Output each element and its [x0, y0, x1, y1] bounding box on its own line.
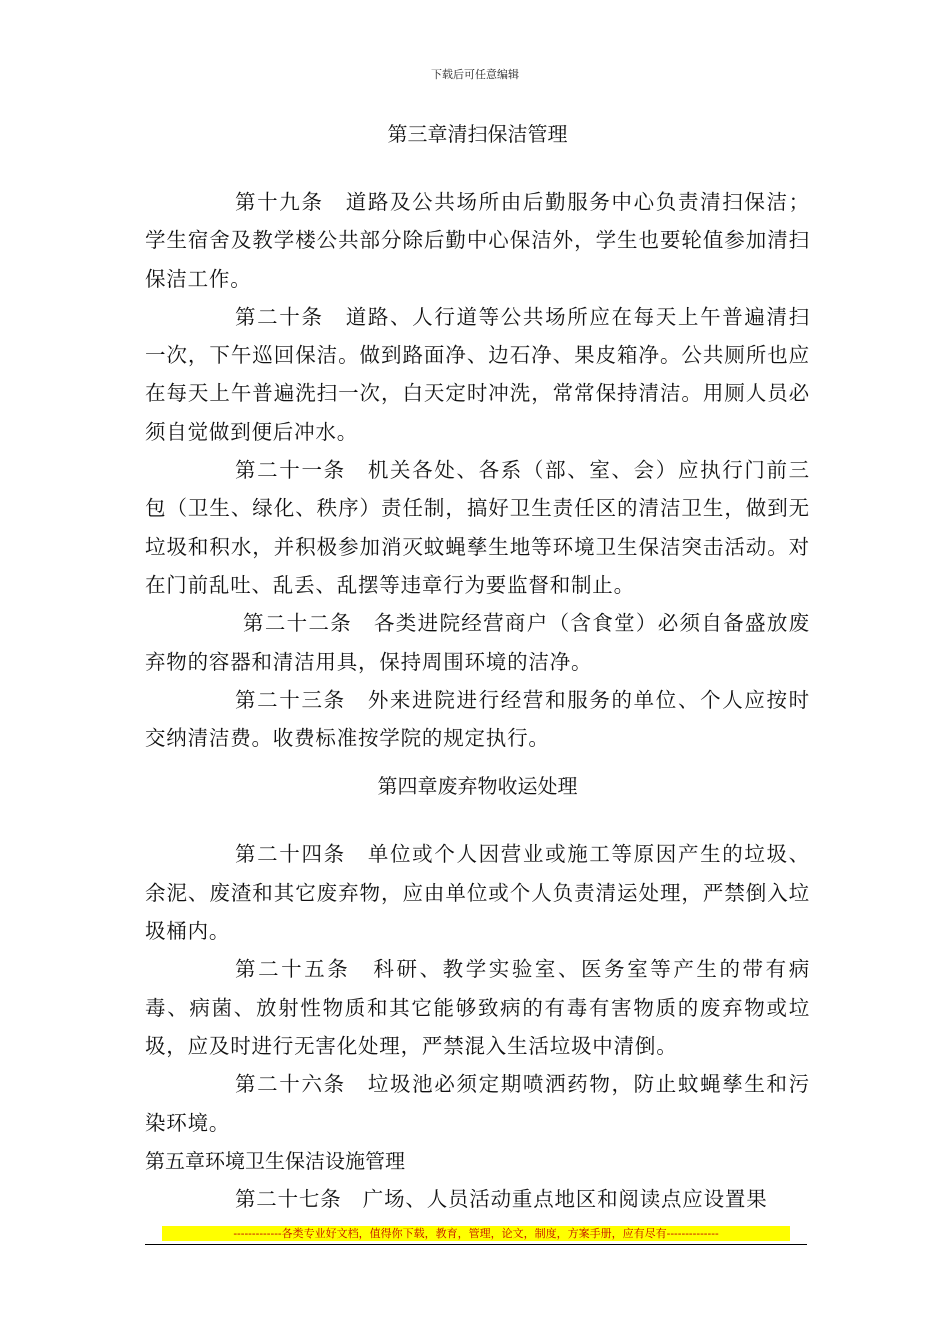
article-25: 第二十五条 科研、教学实验室、医务室等产生的带有病毒、病菌、放射性物质和其它能够致病的有毒有害物质的废弃物或垃圾，应及时进行无害化处理，严禁混入生活垃圾中清倒。 — [145, 957, 810, 1058]
footer-banner: -------------各类专业好文档，值得你下载，教育，管理，论文，制度，方案手册，应有尽有-------------- — [162, 1226, 790, 1241]
article-19: 第十九条 道路及公共场所由后勤服务中心负责清扫保洁；学生宿舍及教学楼公共部分除后勤中心保洁外，学生也要轮值参加清扫保洁工作。 — [145, 190, 810, 291]
document-body — [145, 115, 810, 1218]
article-23: 第二十三条 外来进院进行经营和服务的单位、个人应按时交纳清洁费。收费标准按学院的规定执行。 — [145, 687, 810, 751]
article-24: 第二十四条 单位或个人因营业或施工等原因产生的垃圾、余泥、废渣和其它废弃物，应由单位或个人负责清运处理，严禁倒入垃圾桶内。 — [145, 842, 810, 944]
article-21: 第二十一条 机关各处、各系（部、室、会）应执行门前三包（卫生、绿化、秩序）责任制，搞好卫生责任区的清洁卫生，做到无垃圾和积水，并积极参加消灭蚊蝇孳生地等环境卫生保洁突击活动。对在门前乱吐、乱丢、乱摆等违章行为要监督和制止。 — [145, 458, 810, 597]
chapter-3-title: 第三章清扫保洁管理 — [387, 122, 568, 146]
chapter-5-title: 第五章环境卫生保洁设施管理 — [145, 1148, 405, 1173]
article-22: 第二十二条 各类进院经营商户（含食堂）必须自备盛放废弃物的容器和清洁用具，保持周围环境的洁净。 — [145, 611, 810, 674]
article-27: 第二十七条 广场、人员活动重点地区和阅读点应设置果 — [235, 1186, 768, 1211]
chapter-4-title: 第四章废弃物收运处理 — [377, 774, 578, 799]
article-26: 第二十六条 垃圾池必须定期喷洒药物，防止蚊蝇孳生和污染环境。 — [145, 1072, 810, 1135]
page-header-note: 下载后可任意编辑 — [431, 68, 519, 81]
article-20: 第二十条 道路、人行道等公共场所应在每天上午普遍清扫一次，下午巡回保洁。做到路面净、边石净、果皮箱净。公共厕所也应在每天上午普遍洗扫一次，白天定时冲洗，常常保持清洁。用厕人员必须自觉做到便后冲水。 — [145, 304, 810, 444]
footer-divider — [145, 1244, 807, 1245]
